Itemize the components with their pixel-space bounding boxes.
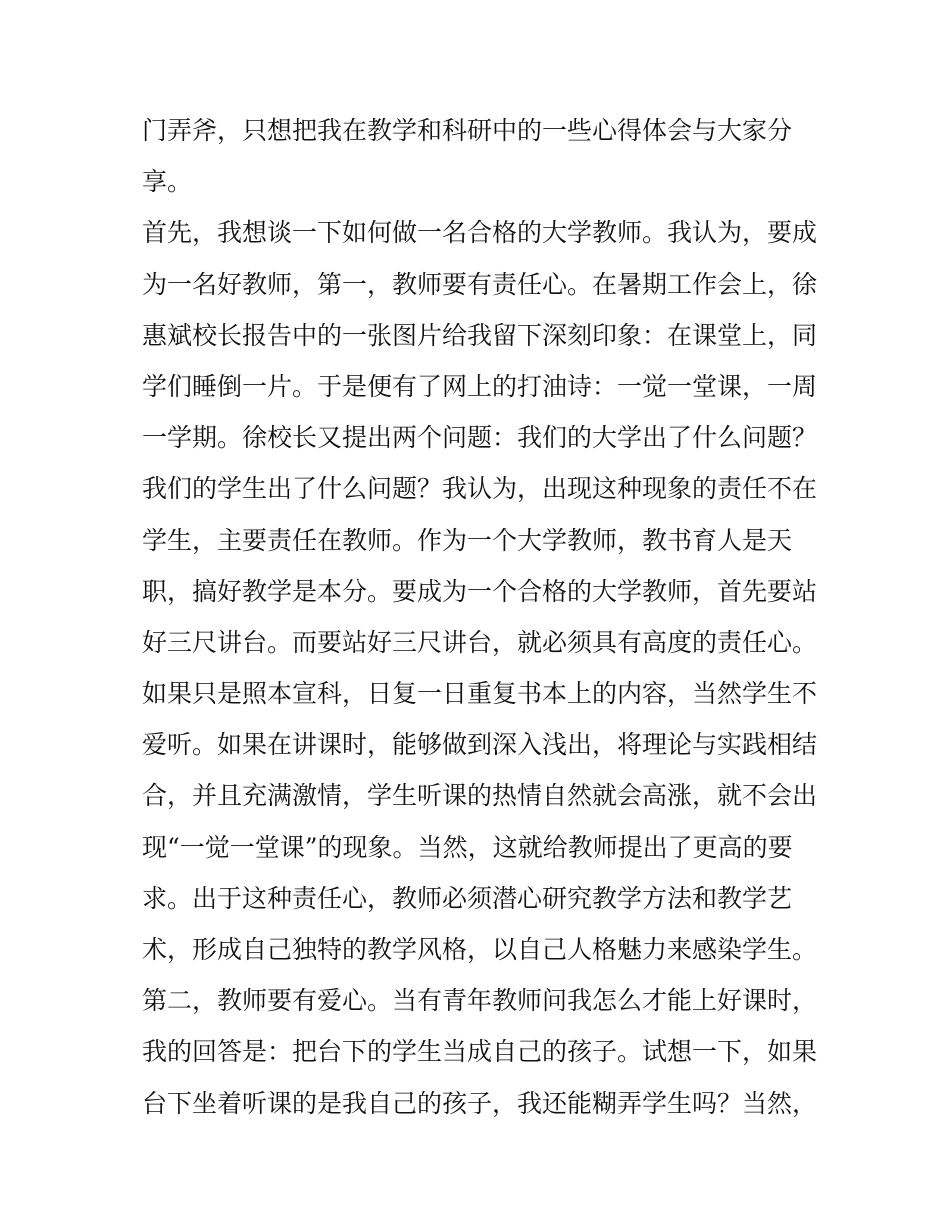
text-line: 好三尺讲台。而要站好三尺讲台，就必须具有高度的责任心。 (142, 627, 818, 657)
text-line: 我们的学生出了什么问题？我认为，出现这种现象的责任不在 (142, 474, 818, 504)
text-line: 学生，主要责任在教师。作为一个大学教师，教书育人是天 (142, 525, 793, 555)
body-text (142, 105, 822, 1129)
text-line: 合，并且充满激情，学生听课的热情自然就会高涨，就不会出 (142, 781, 818, 811)
text-line: 台下坐着听课的是我自己的孩子，我还能糊弄学生吗？当然， (142, 1088, 818, 1118)
text-line: 第二，教师要有爱心。当有青年教师问我怎么才能上好课时， (142, 986, 818, 1016)
text-line: 术，形成自己独特的教学风格，以自己人格魅力来感染学生。 (142, 935, 818, 964)
text-line: 求。出于这种责任心，教师必须潜心研究教学方法和教学艺 (142, 883, 793, 913)
text-line: 首先，我想谈一下如何做一名合格的大学教师。我认为，要成 (142, 218, 818, 248)
text-line: 学们睡倒一片。于是便有了网上的打油诗：一觉一堂课，一周 (142, 371, 818, 401)
text-line: 现“一觉一堂课”的现象。当然，这就给教师提出了更高的要 (142, 832, 793, 862)
text-line: 为一名好教师，第一，教师要有责任心。在暑期工作会上，徐 (142, 269, 818, 299)
text-line: 职，搞好教学是本分。要成为一个合格的大学教师，首先要站 (142, 576, 818, 606)
text-line: 爱听。如果在讲课时，能够做到深入浅出，将理论与实践相结 (142, 730, 818, 760)
text-line: 惠斌校长报告中的一张图片给我留下深刻印象：在课堂上，同 (142, 320, 818, 350)
text-line: 一学期。徐校长又提出两个问题：我们的大学出了什么问题？ (142, 423, 818, 453)
text-line: 我的回答是：把台下的学生当成自己的孩子。试想一下，如果 (142, 1037, 818, 1067)
text-line: 享。 (142, 167, 193, 197)
text-line: 如果只是照本宣科，日复一日重复书本上的内容，当然学生不 (142, 679, 818, 709)
text-line: 门弄斧，只想把我在教学和科研中的一些心得体会与大家分 (142, 116, 793, 145)
